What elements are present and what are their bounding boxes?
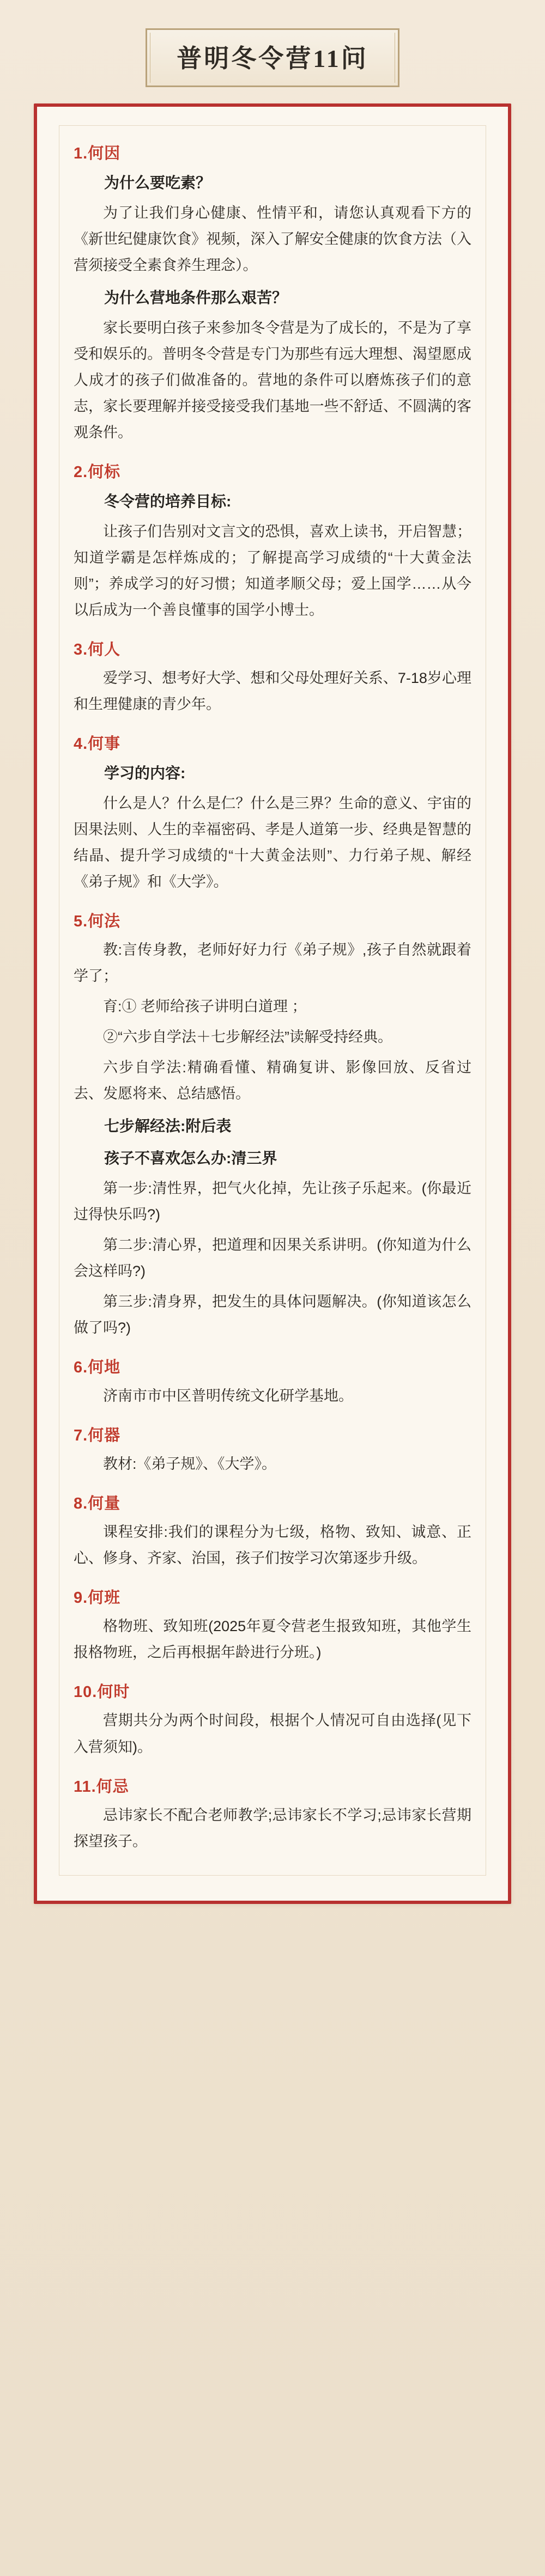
section-heading-q10: 10.何时 <box>74 1683 130 1701</box>
section-paragraph: 课程安排:我们的课程分为七级，格物、致知、诚意、正心、修身、齐家、治国，孩子们按学习次第逐步升级。 <box>74 1524 471 1567</box>
section-paragraph: 忌讳家长不配合老师教学;忌讳家长不学习;忌讳家长营期探望孩子。 <box>74 1806 471 1849</box>
content-card <box>34 103 511 1904</box>
section-paragraph: 爱学习、想考好大学、想和父母处理好关系、7-18岁心理和生理健康的青少年。 <box>74 669 471 712</box>
section-paragraph: 营期共分为两个时间段，根据个人情况可自由选择(见下入营须知)。 <box>74 1712 471 1755</box>
section-subheading: 学习的内容: <box>104 765 186 782</box>
header-banner <box>0 0 545 103</box>
section-heading-q1: 1.何因 <box>74 145 121 162</box>
section-paragraph: 让孩子们告别对文言文的恐惧，喜欢上读书，开启智慧；知道学霸是怎样炼成的；了解提高学习成绩的“十大黄金法则”；养成学习的好习惯；知道孝顺父母；爱上国学……从今以后成为一个善良懂事的国学小博士。 <box>74 523 471 618</box>
section-heading-q7: 7.何器 <box>74 1427 121 1445</box>
section-paragraph: 教材:《弟子规》、《大学》。 <box>103 1456 277 1473</box>
section-heading-q11: 11.何忌 <box>74 1778 129 1796</box>
section-paragraph: ②“六步自学法＋七步解经法”读解受持经典。 <box>103 1029 392 1046</box>
section-subheading: 冬令营的培养目标: <box>104 492 232 510</box>
section-paragraph: 教:言传身教，老师好好力行《弟子规》,孩子自然就跟着学了； <box>74 942 471 985</box>
section-subheading: 为什么要吃素？ <box>104 174 211 191</box>
section-heading-q3: 3.何人 <box>74 640 121 658</box>
section-paragraph: 什么是人？什么是仁？什么是三界？生命的意义、宇宙的因果法则、人生的幸福密码、孝是人道第一步、经典是智慧的结晶、提升学习成绩的“十大黄金法则”、力行弟子规、解经《弟子规》和《大学》。 <box>74 795 471 890</box>
page-title: 普明冬令营11问 <box>177 45 368 72</box>
section-paragraph: 育:① 老师给孩子讲明白道理 ； <box>103 998 307 1015</box>
section-paragraph: 第三步:清身界，把发生的具体问题解决。(你知道该怎么做了吗?) <box>74 1293 471 1336</box>
section-heading-q6: 6.何地 <box>74 1359 121 1377</box>
section-paragraph: 第二步:清心界，把道理和因果关系讲明。(你知道为什么会这样吗?) <box>74 1237 471 1280</box>
section-paragraph: 家长要明白孩子来参加冬令营是为了成长的，不是为了享受和娱乐的。普明冬令营是专门为那些有远大理想、渴望愿成人成才的孩子们做准备的。营地的条件可以磨炼孩子们的意志，家长要理解并接受接受我们基地一些不舒适、不圆满的客观条件。 <box>74 319 471 441</box>
section-paragraph: 第一步:清性界，把气火化掉，先让孩子乐起来。(你最近过得快乐吗?) <box>74 1180 471 1223</box>
section-heading-q4: 4.何事 <box>74 735 121 753</box>
section-paragraph: 格物班、致知班(2025年夏令营老生报致知班，其他学生报格物班，之后再根据年龄进行分班。) <box>74 1618 471 1661</box>
section-subheading: 为什么营地条件那么艰苦？ <box>104 289 288 306</box>
section-subheading: 孩子不喜欢怎么办:清三界 <box>104 1150 277 1167</box>
section-paragraph: 济南市市中区普明传统文化研学基地。 <box>103 1388 353 1405</box>
banner-frame <box>146 28 399 87</box>
section-heading-q8: 8.何量 <box>74 1495 121 1513</box>
section-subheading: 七步解经法:附后表 <box>104 1118 232 1135</box>
section-paragraph: 为了让我们身心健康、性情平和，请您认真观看下方的《新世纪健康饮食》视频，深入了解安全健康的饮食方法（入营须接受全素食养生理念）。 <box>74 204 471 273</box>
content-card-inner <box>59 125 486 1876</box>
section-paragraph: 六步自学法:精确看懂、精确复讲、影像回放、反省过去、发愿将来、总结感悟。 <box>74 1059 471 1102</box>
section-heading-q9: 9.何班 <box>74 1589 121 1607</box>
section-heading-q5: 5.何法 <box>74 913 121 931</box>
section-heading-q2: 2.何标 <box>74 463 121 481</box>
